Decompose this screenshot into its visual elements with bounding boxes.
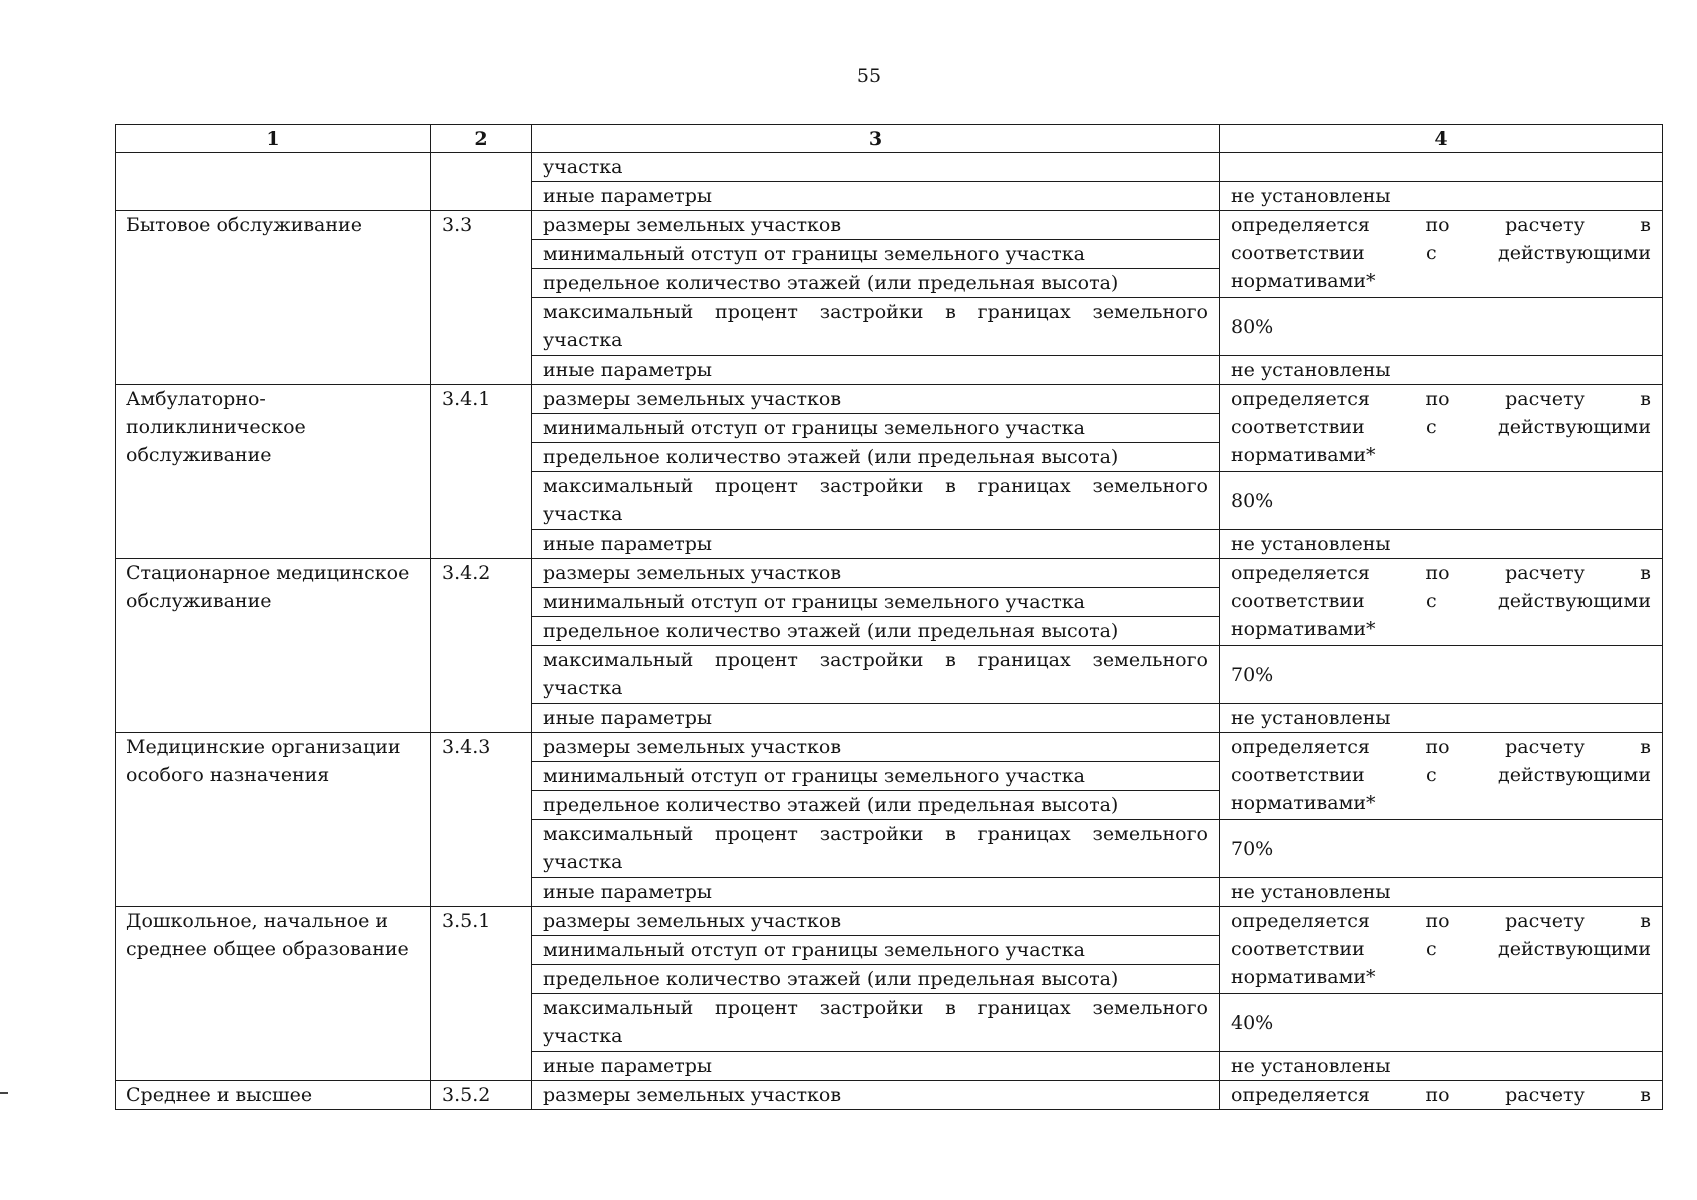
text-line: максимальный процент застройки в границах земельного: [543, 997, 1208, 1019]
param-land-size: размеры земельных участков: [532, 907, 1220, 936]
table-row: [116, 153, 1663, 182]
param-land-size: размеры земельных участков: [532, 559, 1220, 588]
header-col-4: 4: [1220, 125, 1663, 153]
table-row: [116, 385, 1663, 414]
param-land-size: размеры земельных участков: [532, 733, 1220, 762]
param-max-floors: предельное количество этажей (или предельная высота): [532, 965, 1220, 994]
table-body: [116, 153, 1663, 1110]
text-line: определяется по расчету в: [1231, 910, 1651, 932]
other-value: не установлены: [1220, 704, 1663, 733]
header-row: [116, 125, 1663, 153]
other-value: не установлены: [1220, 530, 1663, 559]
text-line: участка: [543, 503, 623, 525]
calc-value-cell: [1220, 211, 1663, 298]
table-row: [116, 907, 1663, 936]
text-line: максимальный процент застройки в границах земельного: [543, 301, 1208, 323]
param-max-coverage: [532, 994, 1220, 1052]
text-line: участка: [543, 1025, 623, 1047]
calc-value-cell: [1220, 907, 1663, 994]
text-line: нормативами*: [1231, 444, 1376, 466]
use-name-cell: [116, 153, 431, 211]
param-land-size: размеры земельных участков: [532, 385, 1220, 414]
text-line: определяется по расчету в: [1231, 214, 1651, 236]
text-line: соответствии с действующими: [1231, 764, 1651, 786]
header-col-1: 1: [116, 125, 431, 153]
use-name-cell: Бытовое обслуживание: [116, 211, 431, 385]
value-cell: [1220, 153, 1663, 182]
other-value: не установлены: [1220, 1052, 1663, 1081]
param-min-setback: минимальный отступ от границы земельного участка: [532, 414, 1220, 443]
max-coverage-value: 80%: [1220, 298, 1663, 356]
use-code-cell: 3.4.1: [431, 385, 532, 559]
other-value: не установлены: [1220, 878, 1663, 907]
text-line: определяется по расчету в: [1231, 736, 1651, 758]
text-line: участка: [543, 851, 623, 873]
scan-mark: [0, 1092, 8, 1094]
text-line: нормативами*: [1231, 270, 1376, 292]
use-name-cell: Медицинские организации особого назначения: [116, 733, 431, 907]
param-max-coverage: [532, 298, 1220, 356]
text-line: соответствии с действующими: [1231, 242, 1651, 264]
param-max-coverage: [532, 820, 1220, 878]
use-code-cell: 3.4.3: [431, 733, 532, 907]
param-land-size: размеры земельных участков: [532, 211, 1220, 240]
max-coverage-value: 40%: [1220, 994, 1663, 1052]
calc-value-cell: [1220, 385, 1663, 472]
param-min-setback: минимальный отступ от границы земельного участка: [532, 240, 1220, 269]
use-code-cell: 3.5.1: [431, 907, 532, 1081]
param-other: иные параметры: [532, 704, 1220, 733]
param-min-setback: минимальный отступ от границы земельного участка: [532, 762, 1220, 791]
param-max-floors: предельное количество этажей (или предельная высота): [532, 791, 1220, 820]
table-header: [116, 125, 1663, 153]
param-other: иные параметры: [532, 1052, 1220, 1081]
param-cell: иные параметры: [532, 182, 1220, 211]
text-line: максимальный процент застройки в границах земельного: [543, 823, 1208, 845]
header-col-3: 3: [532, 125, 1220, 153]
param-max-floors: предельное количество этажей (или предельная высота): [532, 443, 1220, 472]
use-name-cell: Дошкольное, начальное и среднее общее образование: [116, 907, 431, 1081]
use-name-cell: Амбулаторно-поликлиническое обслуживание: [116, 385, 431, 559]
regulations-table: [115, 124, 1663, 1110]
calc-value-cell: [1220, 559, 1663, 646]
text-line: нормативами*: [1231, 792, 1376, 814]
calc-value-cell: [1220, 733, 1663, 820]
use-code-cell: 3.4.2: [431, 559, 532, 733]
use-name-cell: Среднее и высшее: [116, 1081, 431, 1110]
text-line: соответствии с действующими: [1231, 938, 1651, 960]
text-line: максимальный процент застройки в границах земельного: [543, 649, 1208, 671]
use-code-cell: 3.3: [431, 211, 532, 385]
param-max-floors: предельное количество этажей (или предельная высота): [532, 269, 1220, 298]
text-line: нормативами*: [1231, 618, 1376, 640]
param-min-setback: минимальный отступ от границы земельного участка: [532, 936, 1220, 965]
text-line: соответствии с действующими: [1231, 416, 1651, 438]
text-line: участка: [543, 677, 623, 699]
param-max-coverage: [532, 646, 1220, 704]
text-line: определяется по расчету в: [1231, 1084, 1651, 1106]
use-code-cell: 3.5.2: [431, 1081, 532, 1110]
text-line: соответствии с действующими: [1231, 590, 1651, 612]
text-line: участка: [543, 329, 623, 351]
param-land-size: размеры земельных участков: [532, 1081, 1220, 1110]
table-row: [116, 733, 1663, 762]
text-line: максимальный процент застройки в границах земельного: [543, 475, 1208, 497]
param-max-coverage: [532, 472, 1220, 530]
value-cell: не установлены: [1220, 182, 1663, 211]
text-line: определяется по расчету в: [1231, 388, 1651, 410]
text-line: нормативами*: [1231, 966, 1376, 988]
param-max-floors: предельное количество этажей (или предельная высота): [532, 617, 1220, 646]
param-cell: участка: [532, 153, 1220, 182]
param-other: иные параметры: [532, 530, 1220, 559]
param-other: иные параметры: [532, 878, 1220, 907]
param-other: иные параметры: [532, 356, 1220, 385]
table-row: [116, 211, 1663, 240]
use-code-cell: [431, 153, 532, 211]
max-coverage-value: 70%: [1220, 820, 1663, 878]
page-number: 55: [856, 65, 882, 87]
other-value: не установлены: [1220, 356, 1663, 385]
header-col-2: 2: [431, 125, 532, 153]
max-coverage-value: 80%: [1220, 472, 1663, 530]
table-row: [116, 559, 1663, 588]
table-row: [116, 1081, 1663, 1110]
calc-value-cell: [1220, 1081, 1663, 1110]
text-line: определяется по расчету в: [1231, 562, 1651, 584]
max-coverage-value: 70%: [1220, 646, 1663, 704]
use-name-cell: Стационарное медицинское обслуживание: [116, 559, 431, 733]
param-min-setback: минимальный отступ от границы земельного участка: [532, 588, 1220, 617]
